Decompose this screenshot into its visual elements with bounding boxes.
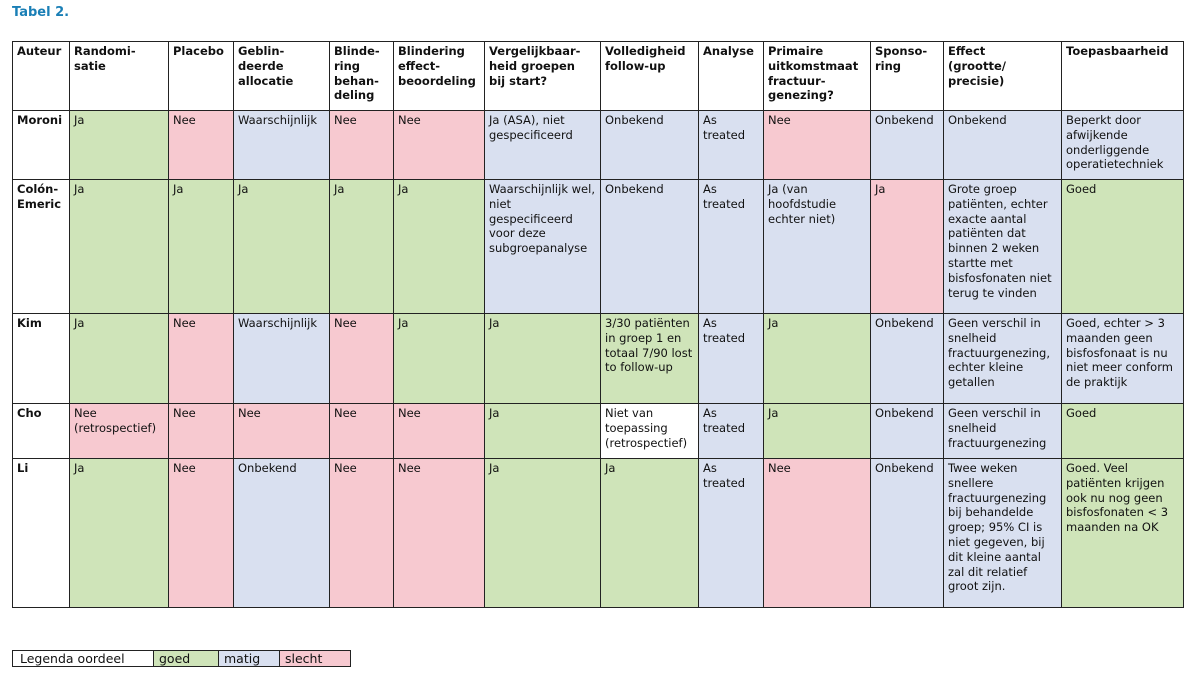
rating-cell-slecht: Nee <box>330 314 394 404</box>
rating-cell-matig: Geen verschil in snelheid fractuurgenezing <box>944 404 1062 459</box>
column-header: Blinde- ring behan- deling <box>330 42 394 111</box>
rating-cell-goed: Goed. Veel patiënten krijgen ook nu nog geen bisfosfonaten < 3 maanden na OK <box>1062 459 1184 608</box>
rating-cell-goed: Ja <box>485 314 601 404</box>
rating-cell-goed: Ja <box>764 404 871 459</box>
table-row <box>13 111 1184 180</box>
table-caption: Tabel 2. <box>12 5 70 20</box>
legend <box>12 650 351 667</box>
rating-cell-matig: As treated <box>699 111 764 180</box>
column-header: Analyse <box>699 42 764 111</box>
rating-cell-slecht: Nee <box>169 459 234 608</box>
legend-goed: goed <box>154 651 219 667</box>
rating-cell-slecht: Nee <box>394 404 485 459</box>
author-cell: Cho <box>13 404 70 459</box>
rating-cell-slecht: Ja <box>871 180 944 314</box>
rating-cell-matig: Ja (ASA), niet gespecificeerd <box>485 111 601 180</box>
rating-cell-matig: Ja (van hoofdstudie echter niet) <box>764 180 871 314</box>
table-body <box>13 111 1184 608</box>
rating-cell-matig: Onbekend <box>601 180 699 314</box>
rating-cell-goed: Ja <box>394 314 485 404</box>
rating-cell-matig: Waarschijnlijk <box>234 314 330 404</box>
legend-title: Legenda oordeel <box>13 651 154 667</box>
column-header: Primaire uitkomstmaat fractuur- genezing? <box>764 42 871 111</box>
table-row <box>13 404 1184 459</box>
rating-cell-goed: Ja <box>169 180 234 314</box>
rating-cell-matig: Onbekend <box>601 111 699 180</box>
column-header: Toepasbaarheid <box>1062 42 1184 111</box>
table-row <box>13 180 1184 314</box>
rating-cell-slecht: Nee <box>330 404 394 459</box>
rating-cell-goed: Ja <box>234 180 330 314</box>
rating-cell-matig: Onbekend <box>871 314 944 404</box>
rating-cell-matig: Twee weken snellere fractuurgenezing bij behandelde groep; 95% CI is niet gegeven, bij dit kleine aantal zal dit relatief groot zijn. <box>944 459 1062 608</box>
rating-cell-matig: As treated <box>699 180 764 314</box>
rating-cell-slecht: Nee <box>394 459 485 608</box>
rating-cell-matig: Onbekend <box>871 404 944 459</box>
column-header: Vergelijkbaar- heid groepen bij start? <box>485 42 601 111</box>
rating-cell-goed: Goed <box>1062 180 1184 314</box>
rating-cell-slecht: Nee <box>234 404 330 459</box>
rating-cell-matig: Onbekend <box>871 459 944 608</box>
rating-cell-slecht: Nee <box>330 459 394 608</box>
rating-cell-goed: Ja <box>70 180 169 314</box>
column-header: Blindering effect- beoordeling <box>394 42 485 111</box>
rating-cell-goed: Ja <box>764 314 871 404</box>
rating-cell-matig: Waarschijnlijk <box>234 111 330 180</box>
rating-cell-slecht: Nee <box>169 111 234 180</box>
rating-cell-goed: 3/30 patiënten in groep 1 en totaal 7/90 lost to follow-up <box>601 314 699 404</box>
column-header: Auteur <box>13 42 70 111</box>
rating-cell-slecht: Nee <box>330 111 394 180</box>
rating-cell-goed: Ja <box>394 180 485 314</box>
column-header: Geblin- deerde allocatie <box>234 42 330 111</box>
rating-cell-matig: Waarschijnlijk wel, niet gespecificeerd voor deze subgroepanalyse <box>485 180 601 314</box>
author-cell: Li <box>13 459 70 608</box>
column-header: Randomi- satie <box>70 42 169 111</box>
rating-cell-goed: Ja <box>485 404 601 459</box>
column-header: Sponso- ring <box>871 42 944 111</box>
rating-cell-slecht: Nee <box>169 314 234 404</box>
rating-cell-matig: Grote groep patiënten, echter exacte aantal patiënten dat binnen 2 weken startte met bisfosfonaten niet terug te vinden <box>944 180 1062 314</box>
legend-slecht: slecht <box>280 651 351 667</box>
column-header: Volledigheid follow-up <box>601 42 699 111</box>
table-row <box>13 314 1184 404</box>
rating-cell-goed: Ja <box>70 459 169 608</box>
rating-cell-slecht: Nee <box>394 111 485 180</box>
rating-cell-goed: Ja <box>70 314 169 404</box>
quality-assessment-table <box>12 41 1184 608</box>
rating-cell-matig: Onbekend <box>871 111 944 180</box>
rating-cell-matig: Goed, echter > 3 maanden geen bisfosfonaat is nu niet meer conform de praktijk <box>1062 314 1184 404</box>
rating-cell-matig: As treated <box>699 314 764 404</box>
rating-cell-none: Niet van toepassing (retrospectief) <box>601 404 699 459</box>
rating-cell-slecht: Nee <box>169 404 234 459</box>
rating-cell-goed: Ja <box>70 111 169 180</box>
rating-cell-slecht: Nee <box>764 111 871 180</box>
rating-cell-slecht: Nee (retrospectief) <box>70 404 169 459</box>
rating-cell-matig: Onbekend <box>234 459 330 608</box>
legend-matig: matig <box>219 651 280 667</box>
author-cell: Kim <box>13 314 70 404</box>
rating-cell-goed: Ja <box>485 459 601 608</box>
rating-cell-matig: As treated <box>699 404 764 459</box>
author-cell: Moroni <box>13 111 70 180</box>
header-row <box>13 42 1184 111</box>
rating-cell-goed: Goed <box>1062 404 1184 459</box>
rating-cell-goed: Ja <box>601 459 699 608</box>
column-header: Placebo <box>169 42 234 111</box>
column-header: Effect (grootte/ precisie) <box>944 42 1062 111</box>
rating-cell-matig: Geen verschil in snelheid fractuurgenezing, echter kleine getallen <box>944 314 1062 404</box>
table-row <box>13 459 1184 608</box>
rating-cell-slecht: Nee <box>764 459 871 608</box>
rating-cell-matig: Beperkt door afwijkende onderliggende operatietechniek <box>1062 111 1184 180</box>
rating-cell-goed: Ja <box>330 180 394 314</box>
rating-cell-matig: Onbekend <box>944 111 1062 180</box>
rating-cell-matig: As treated <box>699 459 764 608</box>
author-cell: Colón- Emeric <box>13 180 70 314</box>
